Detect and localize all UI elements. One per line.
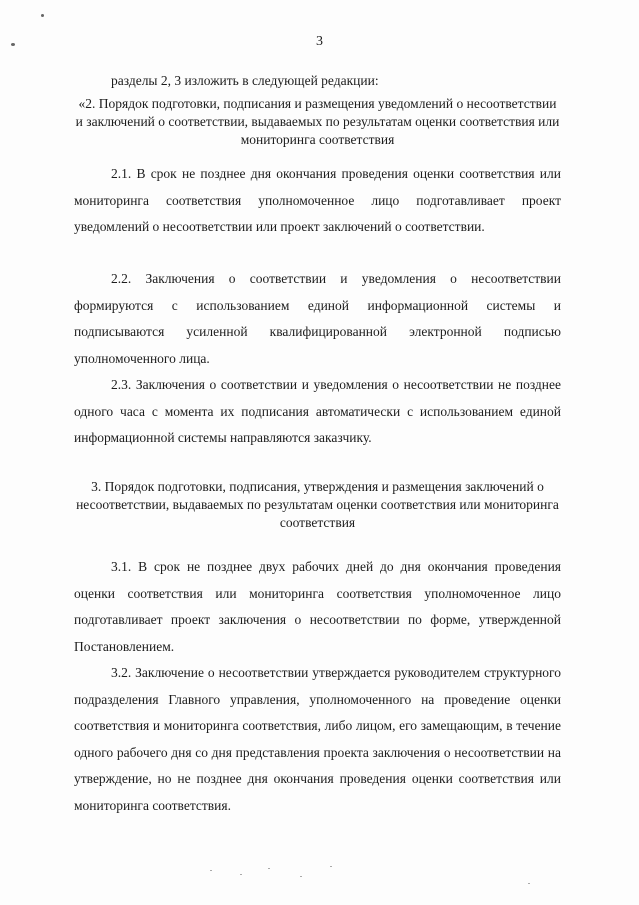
scan-speck [41,14,44,17]
paragraph-2-3: 2.3. Заключения о соответствии и уведомления о несоответствии не позднее одного часа с момента их подписания автоматически с использованием единой информационной системы направляются заказчику. [74,377,561,445]
paragraph-3-2: 3.2. Заключение о несоответствии утверждается руководителем структурного подразделения Главного управления, уполномоченного на проведение оценки соответствия и мониторинга соответствия, либо лицом, его замещающим, в течение одного рабочего дня со дня представления проекта заключения о несоответствии на утверждение, но не позднее дня окончания проведения оценки соответствия или мониторинга соответствия. [74,665,561,813]
scan-speck [300,876,302,877]
paragraph-2-2: 2.2. Заключения о соответствии и уведомления о несоответствии формируются с использованием единой информационной системы и подписываются усиленной квалифицированной электронной подписью уполномоченного лица. [74,271,561,366]
scan-speck [528,883,530,884]
paragraph-3-1: 3.1. В срок не позднее двух рабочих дней до дня окончания проведения оценки соответствия или мониторинга соответствия уполномоченное лицо подготавливает проект заключения о несоответствии по форме, утвержденной Постановлением. [74,559,561,654]
scan-speck [268,868,270,869]
scan-speck [330,866,332,867]
paragraph-2-1: 2.1. В срок не позднее дня окончания проведения оценки соответствия или мониторинга соответствия уполномоченное лицо подготавливает проект уведомлений о несоответствии или проект заключений о соответствии. [74,166,561,234]
intro-line: разделы 2, 3 изложить в следующей редакции: [111,73,379,88]
scan-speck [210,870,212,871]
scan-speck [240,874,242,875]
page-number: 3 [316,34,323,49]
section-3-heading: 3. Порядок подготовки, подписания, утверждения и размещения заключений о несоответствии, выдаваемых по результатам оценки соответствия или мониторинга соответствия [76,479,559,530]
section-2-heading: «2. Порядок подготовки, подписания и размещения уведомлений о несоответствии и заключений о соответствии, выдаваемых по результатам оценки соответствия или мониторинга соответствия [75,96,560,147]
